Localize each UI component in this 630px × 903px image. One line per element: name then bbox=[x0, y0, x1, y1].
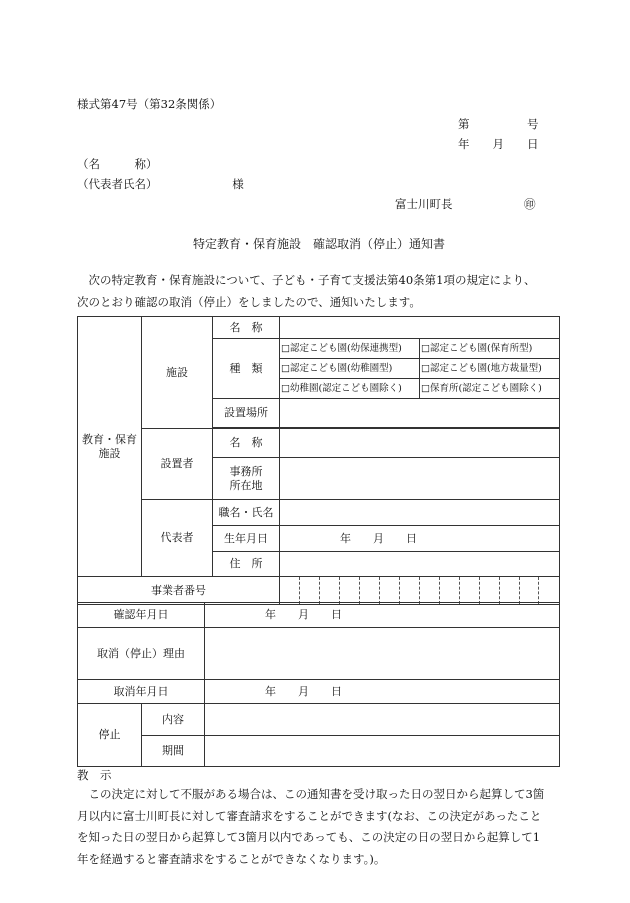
facility-group-label: 教育・保育 施設 bbox=[78, 317, 142, 577]
kind-option[interactable]: □認定こども園(保育所型) bbox=[420, 339, 560, 359]
notice-text bbox=[77, 784, 560, 870]
name-label: 名 称 bbox=[213, 317, 280, 339]
facility-label: 施設 bbox=[142, 317, 213, 429]
digit-box[interactable] bbox=[459, 577, 479, 604]
content-label: 内容 bbox=[142, 704, 205, 736]
period-label: 期間 bbox=[142, 736, 205, 767]
kind-options bbox=[280, 339, 560, 399]
intro-line: 次の特定教育・保育施設について、子ども・子育て支援法第40条第1項の規定により、 bbox=[77, 273, 536, 287]
kind-grid bbox=[280, 339, 559, 398]
kind-option[interactable]: □認定こども園(地方裁量型) bbox=[420, 359, 560, 379]
founder-label: 設置者 bbox=[142, 429, 213, 500]
notice-heading: 教 示 bbox=[77, 768, 112, 782]
digit-box[interactable] bbox=[340, 577, 360, 604]
digit-box[interactable] bbox=[280, 577, 300, 604]
kind-option[interactable]: □保育所(認定こども園除く) bbox=[420, 379, 560, 399]
intro-line: 次のとおり確認の取消（停止）をしましたので、通知いたします。 bbox=[77, 294, 421, 309]
cancel-date-field[interactable]: 年 月 日 bbox=[205, 680, 560, 704]
reason-label: 取消（停止）理由 bbox=[78, 628, 205, 680]
founder-name-field[interactable] bbox=[280, 429, 560, 458]
kind-label: 種 類 bbox=[213, 339, 280, 399]
digit-box[interactable] bbox=[439, 577, 459, 604]
office-field[interactable] bbox=[280, 458, 560, 500]
title-name-label: 職名・氏名 bbox=[213, 500, 280, 526]
location-field[interactable] bbox=[280, 399, 560, 428]
address-label: 住 所 bbox=[213, 552, 280, 577]
office-label: 事務所 所在地 bbox=[213, 458, 280, 500]
seal-mark: ㊞ bbox=[524, 197, 536, 211]
cancel-date-label: 取消年月日 bbox=[78, 680, 205, 704]
recipient-representative: （代表者氏名） 様 bbox=[77, 177, 244, 191]
digit-box[interactable] bbox=[400, 577, 420, 604]
address-field[interactable] bbox=[280, 552, 560, 577]
notice-line: この決定に対して不服がある場合は、この通知書を受け取った日の翌日から起算して3箇 bbox=[77, 787, 545, 801]
notice-line: 年を経過すると審査請求をすることができなくなります。)。 bbox=[77, 851, 386, 866]
kind-option[interactable]: □幼稚園(認定こども園除く) bbox=[280, 379, 420, 399]
issuer-name: 富士川町長 bbox=[395, 197, 453, 211]
title-name-field[interactable] bbox=[280, 500, 560, 526]
period-field[interactable] bbox=[205, 736, 560, 767]
representative-label: 代表者 bbox=[142, 500, 213, 577]
recipient-name: （名 称） bbox=[77, 157, 158, 171]
form-number: 様式第47号（第32条関係） bbox=[77, 97, 222, 111]
digit-box[interactable] bbox=[499, 577, 519, 604]
issue-date: 年 月 日 bbox=[458, 137, 539, 151]
confirm-date-label: 確認年月日 bbox=[78, 603, 205, 628]
founder-name-label: 名 称 bbox=[213, 429, 280, 458]
suspend-label: 停止 bbox=[78, 704, 142, 767]
notice-line: を知った日の翌日から起算して3箇月以内であっても、この決定の日の翌日から起算して1 bbox=[77, 830, 541, 844]
birth-field[interactable]: 年 月 日 bbox=[280, 526, 560, 552]
kind-option[interactable]: □認定こども園(幼稚園型) bbox=[280, 359, 420, 379]
operator-number-field[interactable] bbox=[280, 577, 560, 605]
decision-table bbox=[77, 602, 560, 767]
document-title: 特定教育・保育施設 確認取消（停止）通知書 bbox=[193, 237, 446, 251]
location-label: 設置場所 bbox=[213, 399, 280, 428]
digit-box[interactable] bbox=[300, 577, 320, 604]
digit-box[interactable] bbox=[380, 577, 400, 604]
birth-label: 生年月日 bbox=[213, 526, 280, 552]
facility-name-field[interactable] bbox=[280, 317, 560, 339]
notice-line: 月以内に富士川町長に対して審査請求をすることができます(なお、この決定があったこと bbox=[77, 808, 542, 823]
operator-number-label: 事業者番号 bbox=[78, 577, 280, 605]
content-field[interactable] bbox=[205, 704, 560, 736]
intro-text bbox=[77, 270, 560, 313]
kind-option[interactable]: □認定こども園(幼保連携型) bbox=[280, 339, 420, 359]
digit-box[interactable] bbox=[419, 577, 439, 604]
digit-box[interactable] bbox=[320, 577, 340, 604]
notice-form-table bbox=[77, 316, 560, 605]
document-number: 第 号 bbox=[458, 117, 539, 131]
reason-field[interactable] bbox=[205, 628, 560, 680]
digit-box[interactable] bbox=[479, 577, 499, 604]
digit-box[interactable] bbox=[539, 577, 559, 604]
digit-box[interactable] bbox=[519, 577, 539, 604]
operator-number-boxes bbox=[280, 577, 559, 604]
confirm-date-field[interactable]: 年 月 日 bbox=[205, 603, 560, 628]
digit-box[interactable] bbox=[360, 577, 380, 604]
